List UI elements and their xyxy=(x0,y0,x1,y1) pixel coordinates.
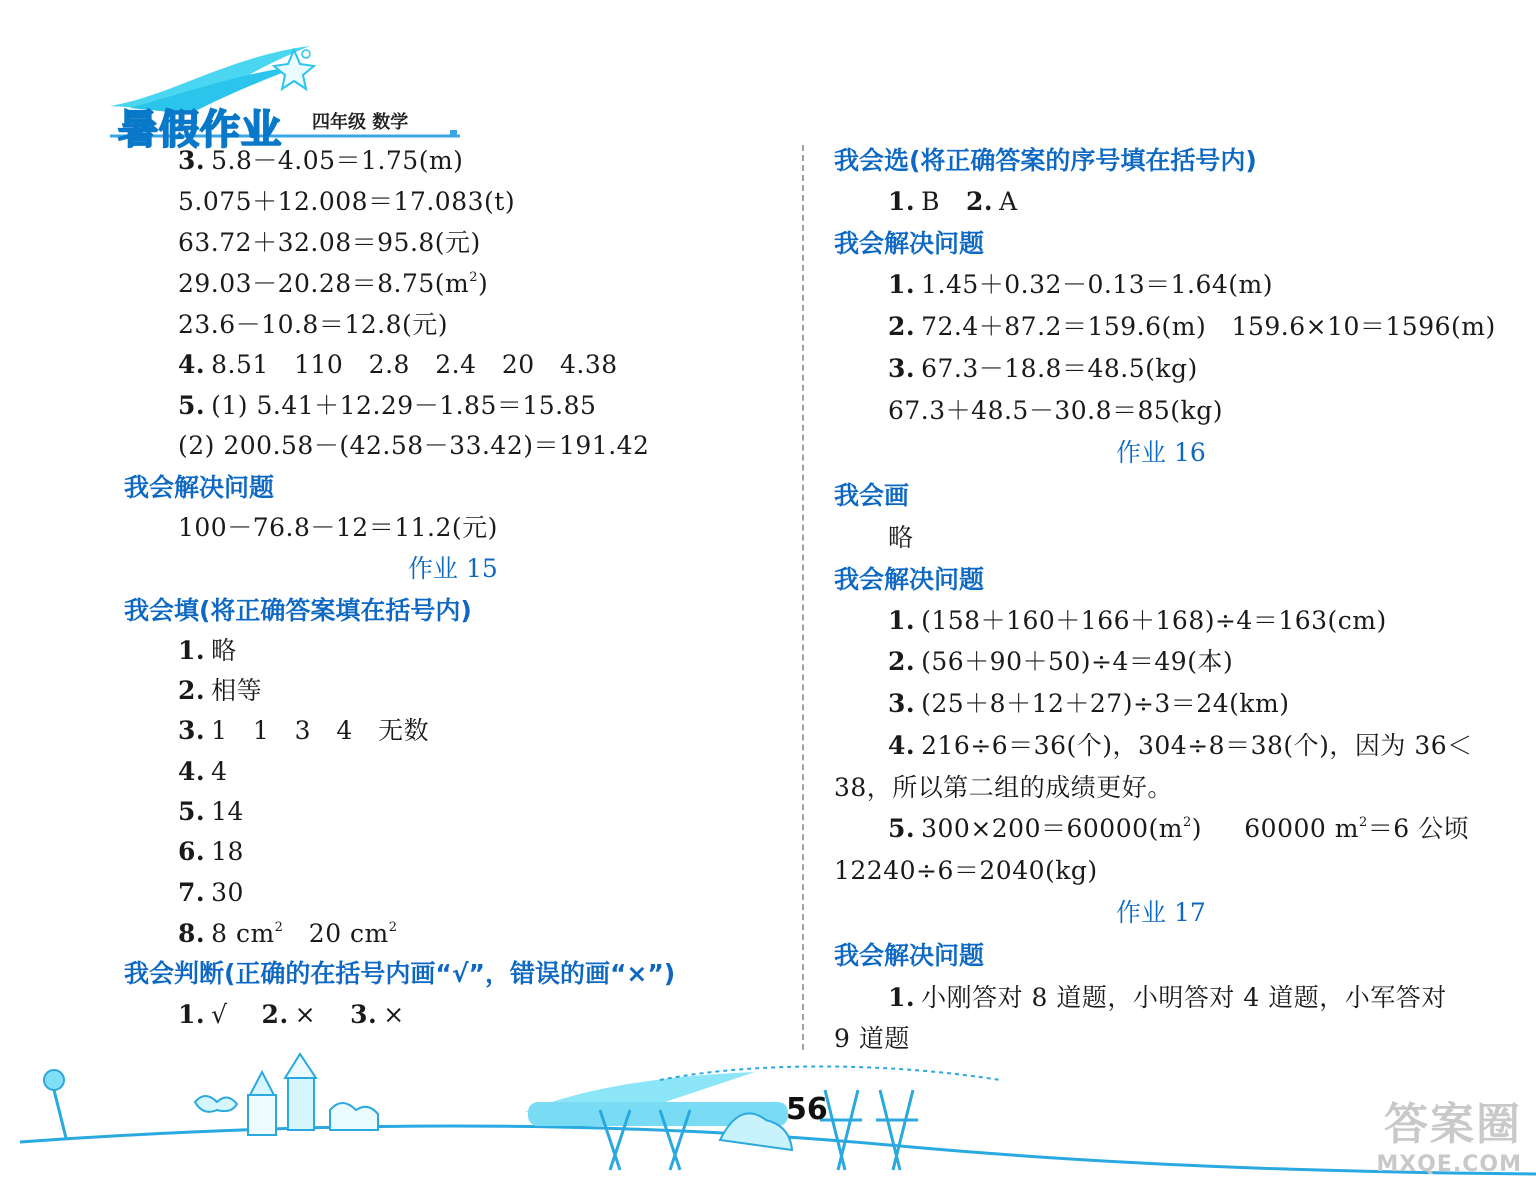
section-heading: 我会解决问题 xyxy=(834,565,985,594)
watermark-logo-text: 答案圈 xyxy=(1384,1099,1522,1150)
answer-line: 7. 30 xyxy=(178,878,244,907)
answer-line: 1. B 2. A xyxy=(888,187,1018,216)
answer-line: 23.6－10.8＝12.8(元) xyxy=(178,310,448,339)
answer-line: 3. 5.8－4.05＝1.75(m) xyxy=(178,146,464,175)
answer-line: 4. 216÷6＝36(个)，304÷8＝38(个)，因为 36＜ xyxy=(888,731,1473,760)
answer-line: 1. 小刚答对 8 道题，小明答对 4 道题，小军答对 xyxy=(888,983,1447,1012)
homework-title: 作业 16 xyxy=(1116,438,1206,467)
answer-line: 5. 14 xyxy=(178,797,244,826)
answer-line: 4. 8.51 110 2.8 2.4 20 4.38 xyxy=(178,350,618,379)
answer-line: 5. $300\times 200=60000(m^2)$ 60000 $m^2=6$ 公顷 xyxy=(888,814,1470,843)
header-subtitle: 四年级 数学 xyxy=(312,112,409,133)
answer-line: 2. 72.4＋87.2＝159.6(m) 159.6×10＝1596(m) xyxy=(888,312,1496,341)
answer-line: 9 道题 xyxy=(834,1024,910,1053)
answer-line: 67.3＋48.5－30.8＝85(kg) xyxy=(888,396,1223,425)
section-heading: 我会解决问题 xyxy=(124,473,275,502)
answer-line: 12240÷6＝2040(kg) xyxy=(834,856,1098,885)
footer-landscape-decoration xyxy=(0,1050,1536,1191)
answer-line: 1. 1.45＋0.32－0.13＝1.64(m) xyxy=(888,270,1273,299)
answer-line: 5.075＋12.008＝17.083(t) xyxy=(178,187,516,216)
answer-line: 2. 相等 xyxy=(178,676,263,705)
answer-line: (2) 200.58－(42.58－33.42)＝191.42 xyxy=(178,431,650,460)
answer-line: 6. 18 xyxy=(178,837,244,866)
answer-line: 2. (56＋90＋50)÷4＝49(本) xyxy=(888,647,1234,676)
homework-title: 作业 17 xyxy=(1116,898,1206,927)
section-heading: 我会选(将正确答案的序号填在括号内) xyxy=(834,146,1257,175)
answer-line: 4. 4 xyxy=(178,757,228,786)
answer-line: 3. (25＋8＋12＋27)÷3＝24(km) xyxy=(888,689,1290,718)
answer-line: 38，所以第二组的成绩更好。 xyxy=(834,773,1173,802)
answer-line: 略 xyxy=(888,523,914,552)
answer-line: 63.72＋32.08＝95.8(元) xyxy=(178,228,481,257)
answer-line: 1. (158＋160＋166＋168)÷4＝163(cm) xyxy=(888,606,1387,635)
column-divider xyxy=(802,145,804,1050)
section-heading: 我会解决问题 xyxy=(834,941,985,970)
answer-line: 3. 1 1 3 4 无数 xyxy=(178,716,430,745)
homework-title: 作业 15 xyxy=(408,554,498,583)
answer-line: $29.03-20.28=8.75(m^2)$ xyxy=(178,269,489,298)
answer-line: 100－76.8－12＝11.2(元) xyxy=(178,513,498,542)
watermark xyxy=(1376,1088,1522,1177)
header-title: 暑假作业 xyxy=(118,107,282,153)
section-heading: 我会填(将正确答案填在括号内) xyxy=(124,596,472,625)
section-heading: 我会解决问题 xyxy=(834,229,985,258)
answer-line: 5. (1) 5.41＋12.29－1.85＝15.85 xyxy=(178,391,597,420)
answer-line: 3. 67.3－18.8＝48.5(kg) xyxy=(888,354,1198,383)
answer-line: 1. √ 2. × 3. × xyxy=(178,1000,405,1029)
page-number: 56 xyxy=(786,1092,828,1127)
answer-line: 1. 略 xyxy=(178,636,237,665)
section-heading: 我会判断(正确的在括号内画“√”，错误的画“×”) xyxy=(124,959,676,988)
section-heading: 我会画 xyxy=(834,481,910,510)
answer-line: 8. 8 $cm^2$ 20 $cm^2$ xyxy=(178,919,398,948)
watermark-url: MXQE.COM xyxy=(1376,1152,1522,1177)
